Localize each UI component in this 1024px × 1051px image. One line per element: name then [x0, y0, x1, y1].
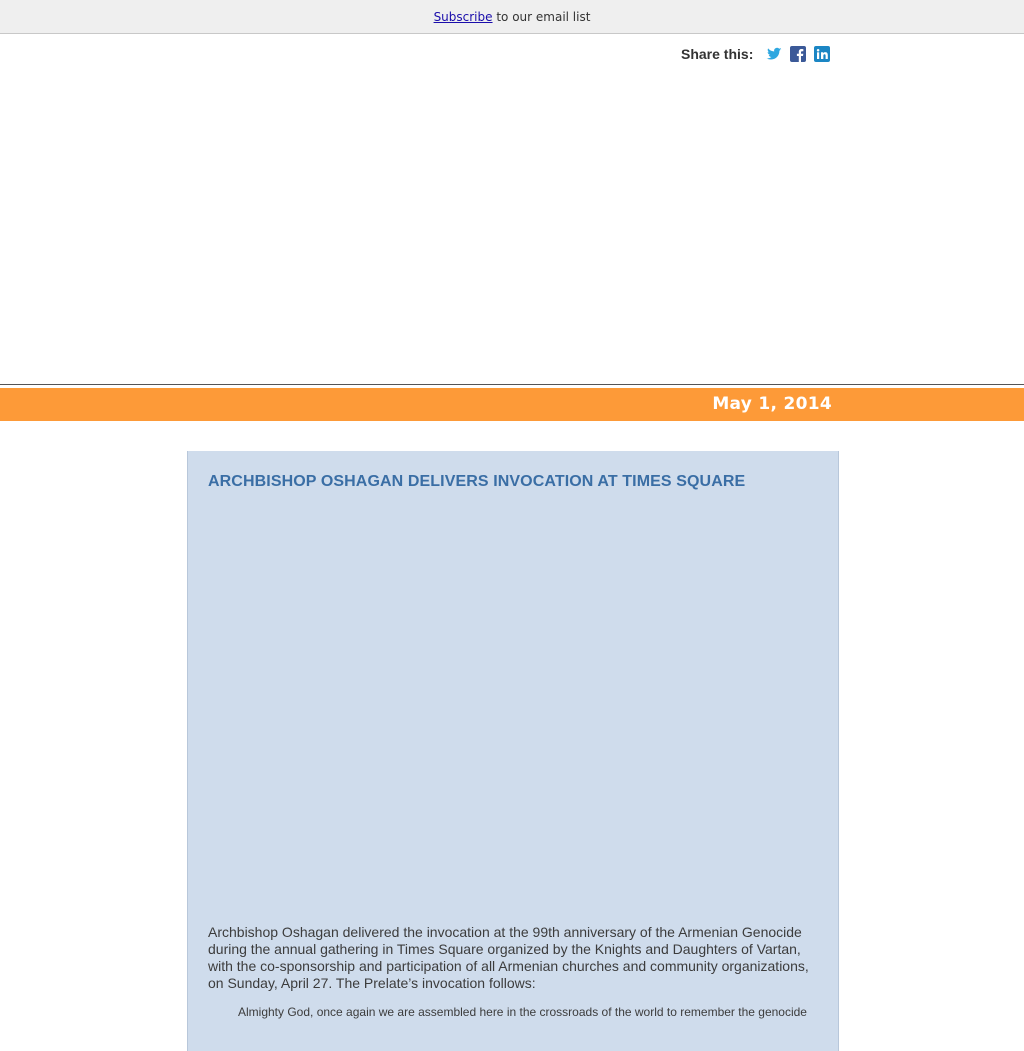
- issue-date: May 1, 2014: [712, 394, 832, 414]
- share-bar: [681, 43, 838, 65]
- subscribe-link[interactable]: Subscribe: [433, 10, 493, 24]
- facebook-icon[interactable]: [790, 46, 806, 62]
- header-divider: [0, 384, 1024, 385]
- article-body: Archbishop Oshagan delivered the invocation at the 99th anniversary of the Armenian Genocide during the annual gathering in Times Square organized by the Knights and Daughters of Vartan, with the co-sponsorship and participation of all Armenian churches and community organizations, on Sunday, April 27. The Prelate’s invocation follows:: [208, 924, 809, 991]
- share-label: Share this:: [681, 46, 754, 62]
- date-bar: [0, 388, 1024, 421]
- linkedin-icon[interactable]: [814, 46, 830, 62]
- article-title: ARCHBISHOP OSHAGAN DELIVERS INVOCATION AT TIMES SQUARE: [208, 473, 746, 490]
- twitter-icon[interactable]: [766, 46, 782, 62]
- article-card: [187, 451, 839, 1051]
- invocation-quote: Almighty God, once again we are assembled here in the crossroads of the world to remember the genocide: [238, 1005, 807, 1019]
- subscribe-bar: [0, 0, 1024, 34]
- subscribe-suffix: to our email list: [492, 10, 591, 24]
